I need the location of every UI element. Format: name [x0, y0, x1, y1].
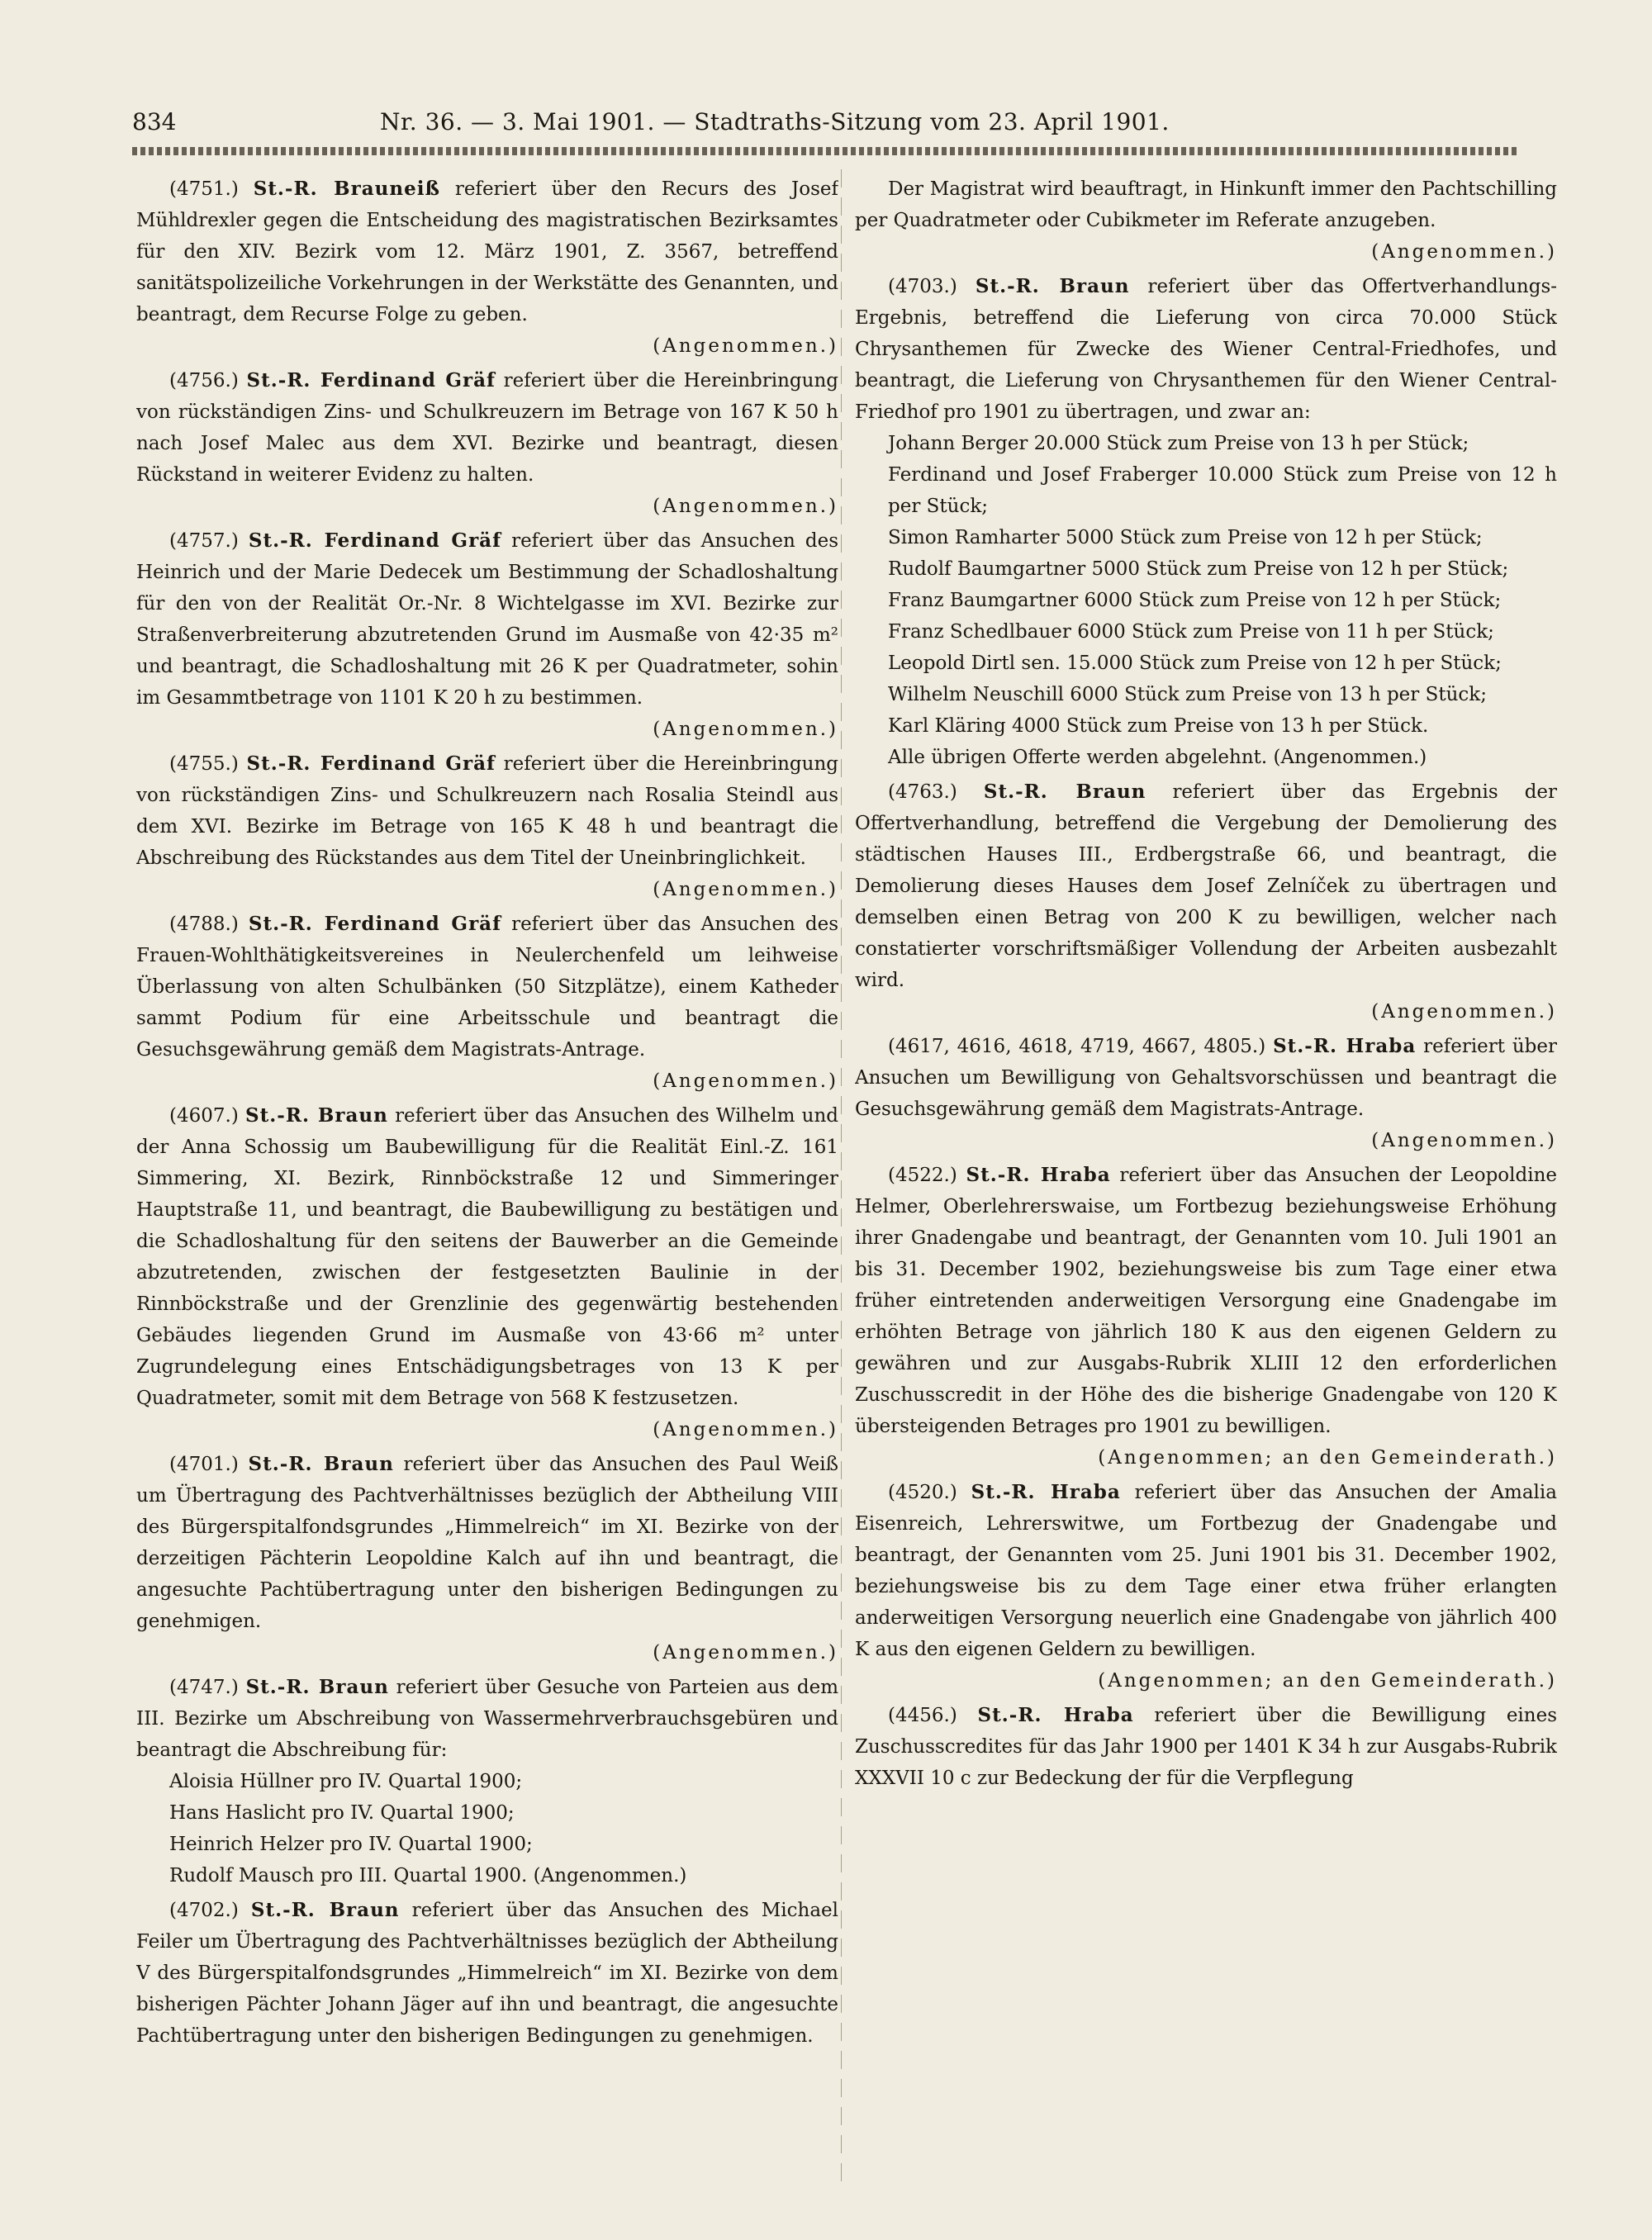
agenda-item [855, 1700, 1557, 1794]
item-speaker: St.-R. Braun [245, 1104, 388, 1127]
list-entry: Franz Schedlbauer 6000 Stück zum Preise von 11 h per Stück; [888, 621, 1494, 643]
item-paragraph [855, 1477, 1557, 1665]
agenda-item [136, 909, 838, 1097]
list-entry: Franz Baumgartner 6000 Stück zum Preise von 12 h per Stück; [888, 590, 1502, 611]
item-text: referiert über das Ansuchen des Michael Feiler um Übertragung des Pachtverhältnisses bezüglich der Abtheilung V des Bürgerspitalfondsgrundes „Himmelreich“ im XI. Bezirke von dem bisherigen Pächter Johann Jäger auf ihn und beantragt, die angesuchte Pachtübertragung unter den bisherigen Bedingungen zu genehmigen. [136, 1900, 838, 2047]
list-entry: Ferdinand und Josef Fraberger 10.000 Stück zum Preise von 12 h per Stück; [888, 464, 1557, 517]
agenda-item [855, 1160, 1557, 1474]
list-entry: Aloisia Hüllner pro IV. Quartal 1900; [169, 1771, 523, 1792]
item-paragraph [136, 909, 838, 1065]
item-text: referiert über das Ansuchen des Paul Weiß um Übertragung des Pachtverhältnisses bezüglich der Abtheilung VIII des Bürgerspitalfondsgrundes „Himmelreich“ im XI. Bezirke von der derzeitigen Pächterin Leopoldine Kalch auf ihn und beantragt, die angesuchte Pachtübertragung unter den bisherigen Bedingungen zu genehmigen. [136, 1454, 838, 1632]
item-result: (Angenommen.) [653, 1419, 838, 1440]
item-speaker: St.-R. Hraba [971, 1481, 1121, 1503]
agenda-item [136, 1100, 838, 1445]
item-result: (Angenommen.) [653, 879, 838, 900]
item-reference: (4755.) [169, 753, 239, 775]
item-paragraph [136, 1100, 838, 1414]
item-text: referiert über das Ansuchen des Frauen-Wohlthätigkeitsvereines in Neulerchenfeld um leihweise Überlassung von alten Schulbänken (50 Sitzplätze), einem Katheder sammt Podium für eine Arbeitsschule und beantragt die Gesuchsgewährung gemäß dem Magistrats-Antrage. [136, 914, 838, 1061]
item-text: referiert über das Ansuchen des Wilhelm und der Anna Schossig um Baubewilligung für die Realität Einl.-Z. 161 Simmering, XI. Bezirk, Rinnböckstraße 12 und Simmeringer Hauptstraße 11, und beantragt, die Baubewilligung zu bestätigen und die Schadloshaltung für den seitens der Bauwerber an die Gemeinde abzutretenden, zwischen der festgesetzten Baulinie in der Rinnböckstraße und der Grenzlinie des gegenwärtig bestehenden Gebäudes liegenden Grund im Ausmaße von 43·66 m² unter Zugrundelegung eines Entschädigungsbetrages von 13 K per Quadratmeter, somit mit dem Betrage von 568 K festzusetzen. [136, 1105, 838, 1409]
header-rule [132, 147, 1520, 155]
item-reference: (4756.) [169, 370, 239, 392]
item-result: (Angenommen.) [653, 1070, 838, 1092]
list-entry: Johann Berger 20.000 Stück zum Preise von 13 h per Stück; [888, 433, 1469, 454]
agenda-item [136, 525, 838, 745]
item-result: (Angenommen.) [653, 1642, 838, 1663]
page-header [132, 106, 1520, 147]
left-column [136, 173, 838, 2189]
item-list [855, 428, 1557, 773]
item-speaker: St.-R. Braun [250, 1899, 400, 1921]
item-speaker: St.-R. Hraba [966, 1164, 1111, 1186]
item-speaker: St.-R. Hraba [1273, 1035, 1417, 1057]
item-paragraph [136, 365, 838, 491]
agenda-item [855, 1477, 1557, 1697]
item-paragraph [136, 1895, 838, 2052]
item-result: (Angenommen.) [1371, 1001, 1557, 1023]
item-speaker: St.-R. Braun [245, 1676, 389, 1698]
item-reference: (4747.) [169, 1677, 239, 1698]
right-column [855, 173, 1557, 2189]
list-entry: Hans Haslicht pro IV. Quartal 1900; [169, 1802, 515, 1824]
list-entry: Simon Ramharter 5000 Stück zum Preise von 12 h per Stück; [888, 527, 1483, 548]
item-speaker: St.-R. Brauneiß [253, 178, 440, 200]
item-result: (Angenommen; an den Gemeinderath.) [1098, 1670, 1557, 1692]
item-list [136, 1766, 838, 1891]
item-speaker: St.-R. Ferdinand Gräf [246, 752, 496, 775]
item-text: referiert über das Ansuchen der Leopoldine Helmer, Oberlehrerswaise, um Fortbezug beziehungsweise Erhöhung ihrer Gnadengabe und beantragt, der Genannten vom 10. Juli 1901 an bis 31. December 1902, beziehungsweise bis zum Tage einer etwa früher eintretenden anderweitigen Versorgung eine Gnadengabe im erhöhten Betrage von jährlich 180 K aus den eigenen Geldern zu gewähren und zur Ausgabs-Rubrik XLIII 12 den erforderlichen Zuschusscredit in der Höhe des die bisherige Gnadengabe von 120 K übersteigenden Betrages pro 1901 zu bewilligen. [855, 1165, 1557, 1437]
item-paragraph [136, 1672, 838, 1766]
item-reference: (4522.) [888, 1165, 957, 1186]
item-paragraph [136, 525, 838, 714]
continuation-result: (Angenommen.) [1371, 241, 1557, 263]
item-speaker: St.-R. Ferdinand Gräf [246, 369, 496, 392]
item-paragraph [855, 1160, 1557, 1442]
list-entry: Karl Kläring 4000 Stück zum Preise von 13 h per Stück. [888, 715, 1429, 737]
item-reference: (4456.) [888, 1705, 957, 1726]
item-speaker: St.-R. Braun [248, 1453, 394, 1475]
agenda-item [855, 271, 1557, 773]
item-result: (Angenommen; an den Gemeinderath.) [1098, 1447, 1557, 1469]
item-speaker: St.-R. Hraba [977, 1704, 1134, 1726]
item-paragraph [136, 1449, 838, 1637]
item-reference: (4520.) [888, 1482, 957, 1503]
continuation-paragraph [855, 173, 1557, 268]
item-paragraph [855, 1700, 1557, 1794]
item-paragraph [855, 1031, 1557, 1125]
agenda-item [136, 1672, 838, 1891]
item-text: referiert über das Offertverhandlungs-Ergebnis, betreffend die Lieferung von circa 70.000 Stück Chrysanthemen für Zwecke des Wiener Central-Friedhofes, und beantragt, die Lieferung von Chrysanthemen für den Wiener Central-Friedhof pro 1901 zu übertragen, und zwar an: [855, 276, 1557, 423]
item-result: (Angenommen.) [653, 335, 838, 357]
agenda-item [855, 1031, 1557, 1156]
agenda-item [136, 1895, 838, 2052]
item-paragraph [136, 748, 838, 874]
page-number: 834 [132, 108, 177, 135]
item-speaker: St.-R. Ferdinand Gräf [248, 913, 501, 935]
item-text: referiert über die Hereinbringung von rückständigen Zins- und Schulkreuzern im Betrage von 167 K 50 h nach Josef Malec aus dem XVI. Bezirke und beantragt, diesen Rückstand in weiterer Evidenz zu halten. [136, 370, 838, 486]
column-divider [841, 169, 842, 2185]
list-entry: Wilhelm Neuschill 6000 Stück zum Preise von 13 h per Stück; [888, 684, 1487, 705]
agenda-item [855, 776, 1557, 1027]
agenda-item [136, 173, 838, 362]
item-text: referiert über das Ansuchen der Amalia Eisenreich, Lehrerswitwe, um Fortbezug der Gnadengabe und beantragt, der Genannten vom 25. Juni 1901 bis 31. December 1902, beziehungsweise bis zu dem Tage einer etwa früher erlangten anderweitigen Versorgung neuerlich eine Gnadengabe von jährlich 400 K aus den eigenen Geldern zu bewilligen. [855, 1482, 1557, 1660]
item-reference: (4751.) [169, 178, 239, 200]
list-entry: Rudolf Baumgartner 5000 Stück zum Preise von 12 h per Stück; [888, 558, 1509, 580]
item-text: referiert über das Ansuchen des Heinrich und der Marie Dedecek um Bestimmung der Schadloshaltung für den von der Realität Or.-Nr. 8 Wichtelgasse im XVI. Bezirke zur Straßenverbreiterung abzutretenden Grund im Ausmaße von 42·35 m² und beantragt, die Schadloshaltung mit 26 K per Quadratmeter, sohin im Gesammtbetrage von 1101 K 20 h zu bestimmen. [136, 530, 838, 709]
item-reference: (4788.) [169, 914, 239, 935]
item-reference: (4701.) [169, 1454, 239, 1475]
right-items [855, 271, 1557, 1794]
item-reference: (4607.) [169, 1105, 239, 1127]
agenda-item [136, 1449, 838, 1668]
item-text: referiert über Gesuche von Parteien aus dem III. Bezirke um Abschreibung von Wassermehrverbrauchsgebüren und beantragt die Abschreibung für: [136, 1677, 838, 1761]
item-speaker: St.-R. Braun [975, 275, 1130, 297]
item-speaker: St.-R. Braun [983, 781, 1146, 803]
item-result: (Angenommen.) [1371, 1130, 1557, 1151]
item-text: referiert über Ansuchen um Bewilligung von Gehaltsvorschüssen und beantragt die Gesuchsgewährung gemäß dem Magistrats-Antrage. [855, 1036, 1557, 1120]
item-reference: (4757.) [169, 530, 239, 552]
item-reference: (4617, 4616, 4618, 4719, 4667, 4805.) [888, 1036, 1266, 1057]
agenda-item [136, 748, 838, 905]
list-entry: Rudolf Mausch pro III. Quartal 1900. (Angenommen.) [169, 1865, 687, 1886]
list-entry: Alle übrigen Offerte werden abgelehnt. (Angenommen.) [888, 747, 1427, 768]
item-speaker: St.-R. Ferdinand Gräf [248, 529, 501, 552]
agenda-item [136, 365, 838, 522]
continuation-text: Der Magistrat wird beauftragt, in Hinkunft immer den Pachtschilling per Quadratmeter oder Cubikmeter im Referate anzugeben. [855, 178, 1557, 231]
header-title: Nr. 36. — 3. Mai 1901. — Stadtraths-Sitzung vom 23. April 1901. [380, 108, 1170, 135]
item-text: referiert über die Hereinbringung von rückständigen Zins- und Schulkreuzern nach Rosalia Steindl aus dem XVI. Bezirke im Betrage von 165 K 48 h und beantragt die Abschreibung des Rückstandes aus dem Titel der Uneinbringlichkeit. [136, 753, 838, 869]
item-text: referiert über das Ergebnis der Offertverhandlung, betreffend die Vergebung der Demolierung des städtischen Hauses III., Erdbergstraße 66, und beantragt, die Demolierung dieses Hauses dem Josef Zelníček zu übertragen und demselben einen Betrag von 200 K zu bewilligen, welcher nach constatierter vorschriftsmäßiger Vollendung der Arbeiten ausbezahlt wird. [855, 781, 1557, 991]
item-result: (Angenommen.) [653, 496, 838, 517]
list-entry: Leopold Dirtl sen. 15.000 Stück zum Preise von 12 h per Stück; [888, 653, 1502, 674]
item-reference: (4702.) [169, 1900, 239, 1921]
item-result: (Angenommen.) [653, 719, 838, 740]
item-paragraph [855, 776, 1557, 996]
item-paragraph [136, 173, 838, 330]
list-entry: Heinrich Helzer pro IV. Quartal 1900; [169, 1834, 533, 1855]
item-text: referiert über die Bewilligung eines Zuschusscredites für das Jahr 1900 per 1401 K 34 h zur Ausgabs-Rubrik XXXVII 10 c zur Bedeckung der für die Verpflegung [855, 1705, 1557, 1789]
item-paragraph [855, 271, 1557, 428]
item-text: referiert über den Recurs des Josef Mühldrexler gegen die Entscheidung des magistratischen Bezirksamtes für den XIV. Bezirk vom 12. März 1901, Z. 3567, betreffend sanitätspolizeiliche Vorkehrungen in der Werkstätte des Genannten, und beantragt, dem Recurse Folge zu geben. [136, 178, 838, 325]
item-reference: (4763.) [888, 781, 957, 803]
item-reference: (4703.) [888, 276, 957, 297]
